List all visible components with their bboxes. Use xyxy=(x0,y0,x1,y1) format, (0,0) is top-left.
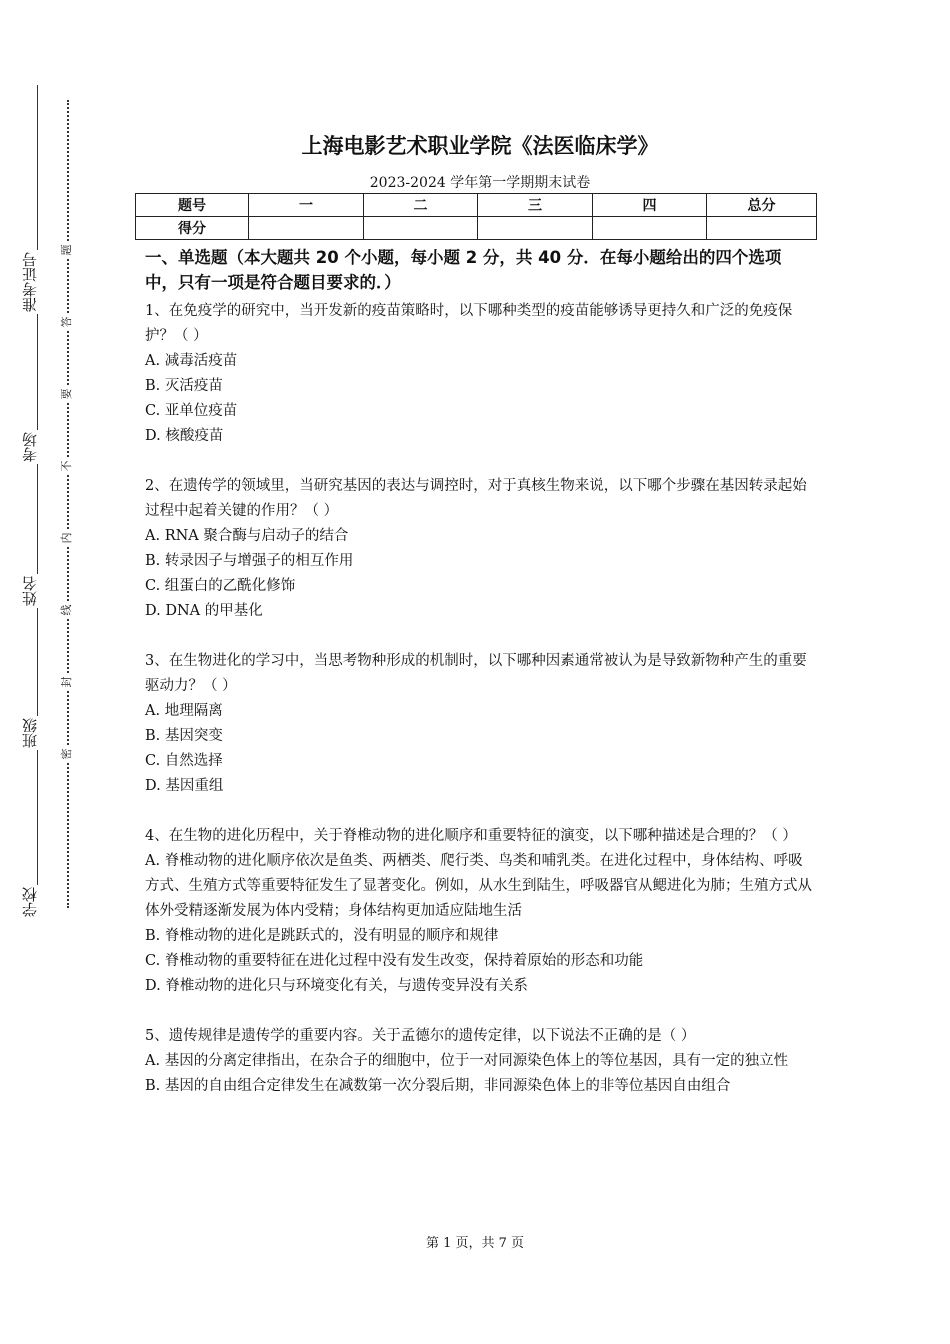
question-stem: 4、在生物的进化历程中，关于脊椎动物的进化顺序和重要特征的演变，以下哪种描述是合理的？（ ） xyxy=(145,828,797,844)
question-2 xyxy=(145,474,813,624)
option-a: A. 脊椎动物的进化顺序依次是鱼类、两栖类、爬行类、鸟类和哺乳类。在进化过程中，身体结构、呼吸方式、生殖方式等重要特征发生了显著变化。例如，从水生到陆生，呼吸器官从鳃进化为肺；生殖方式从体外受精逐渐发展为体内受精；身体结构更加适应陆地生活 xyxy=(145,853,812,919)
seal-char: 内 xyxy=(61,530,73,546)
class-label: 班级 xyxy=(22,716,44,750)
option-a: A. 基因的分离定律指出，在杂合子的细胞中，位于一对同源染色体上的等位基因，具有一定的独立性 xyxy=(145,1053,789,1069)
score-table-header-row xyxy=(136,194,817,217)
score-cell[interactable] xyxy=(364,217,478,240)
seal-char: 密 xyxy=(61,746,73,762)
question-stem: 3、在生物进化的学习中，当思考物种形成的机制时，以下哪种因素通常被认为是导致新物种产生的重要驱动力？（ ） xyxy=(145,653,807,694)
option-b: B. 灭活疫苗 xyxy=(145,378,223,394)
score-table-header-cell: 三 xyxy=(478,194,593,217)
score-table-header-cell: 总分 xyxy=(707,194,817,217)
option-a: A. 减毒活疫苗 xyxy=(145,353,238,369)
option-b: B. 基因的自由组合定律发生在减数第一次分裂后期，非同源染色体上的非等位基因自由组合 xyxy=(145,1078,731,1094)
score-row-label: 得分 xyxy=(136,217,249,240)
question-5 xyxy=(145,1024,813,1099)
section-heading: 一、单选题（本大题共 20 个小题，每小题 2 分，共 40 分．在每小题给出的四个选项中，只有一项是符合题目要求的．） xyxy=(145,248,782,292)
name-label: 姓名 xyxy=(22,574,44,608)
score-cell[interactable] xyxy=(707,217,817,240)
exam-content xyxy=(145,245,813,1124)
exam-subtitle: 2023-2024 学年第一学期期末试卷 xyxy=(369,175,591,191)
option-d: D. 脊椎动物的进化只与环境变化有关，与遗传变异没有关系 xyxy=(145,978,528,994)
seal-char: 封 xyxy=(61,674,73,690)
option-d: D. DNA 的甲基化 xyxy=(145,603,263,619)
option-c: C. 自然选择 xyxy=(145,753,223,769)
question-4 xyxy=(145,824,813,999)
page-number: 第 1 页，共 7 页 xyxy=(425,1236,525,1251)
binding-solid-line xyxy=(37,85,38,915)
seal-char: 不 xyxy=(61,458,73,474)
question-3 xyxy=(145,649,813,799)
option-b: B. 基因突变 xyxy=(145,728,223,744)
binding-margin xyxy=(0,0,110,1344)
score-table-header-cell: 题号 xyxy=(136,194,249,217)
option-b: B. 脊椎动物的进化是跳跃式的，没有明显的顺序和规律 xyxy=(145,928,499,944)
option-a: A. 地理隔离 xyxy=(145,703,223,719)
option-c: C. 脊椎动物的重要特征在进化过程中没有发生改变，保持着原始的形态和功能 xyxy=(145,953,644,969)
exam-title: 上海电影艺术职业学院《法医临床学》 xyxy=(301,134,659,158)
question-1 xyxy=(145,299,813,449)
school-label: 学校 xyxy=(22,885,44,919)
exam-room-label: 考场 xyxy=(22,430,44,464)
question-stem: 2、在遗传学的领域里，当研究基因的表达与调控时，对于真核生物来说，以下哪个步骤在基因转录起始过程中起着关键的作用？（ ） xyxy=(145,478,807,519)
seal-char: 要 xyxy=(61,386,73,402)
option-d: D. 基因重组 xyxy=(145,778,224,794)
score-cell[interactable] xyxy=(593,217,707,240)
option-c: C. 组蛋白的乙酰化修饰 xyxy=(145,578,296,594)
seal-char: 答 xyxy=(61,314,73,330)
score-table-header-cell: 一 xyxy=(249,194,364,217)
score-table xyxy=(135,193,817,240)
seal-char: 线 xyxy=(61,602,73,618)
option-d: D. 核酸疫苗 xyxy=(145,428,224,444)
option-b: B. 转录因子与增强子的相互作用 xyxy=(145,553,354,569)
option-a: A. RNA 聚合酶与启动子的结合 xyxy=(145,528,349,544)
seal-char: 题 xyxy=(61,242,73,258)
score-table-header-cell: 二 xyxy=(364,194,478,217)
exam-id-label: 准考证号 xyxy=(22,250,44,314)
seal-dotted-line xyxy=(67,100,69,908)
score-cell[interactable] xyxy=(249,217,364,240)
score-table-header-cell: 四 xyxy=(593,194,707,217)
score-cell[interactable] xyxy=(478,217,593,240)
question-stem: 5、遗传规律是遗传学的重要内容。关于孟德尔的遗传定律，以下说法不正确的是（ ） xyxy=(145,1028,696,1044)
question-stem: 1、在免疫学的研究中，当开发新的疫苗策略时，以下哪种类型的疫苗能够诱导更持久和广泛的免疫保护？（ ） xyxy=(145,303,793,344)
option-c: C. 亚单位疫苗 xyxy=(145,403,238,419)
score-table-score-row xyxy=(136,217,817,240)
